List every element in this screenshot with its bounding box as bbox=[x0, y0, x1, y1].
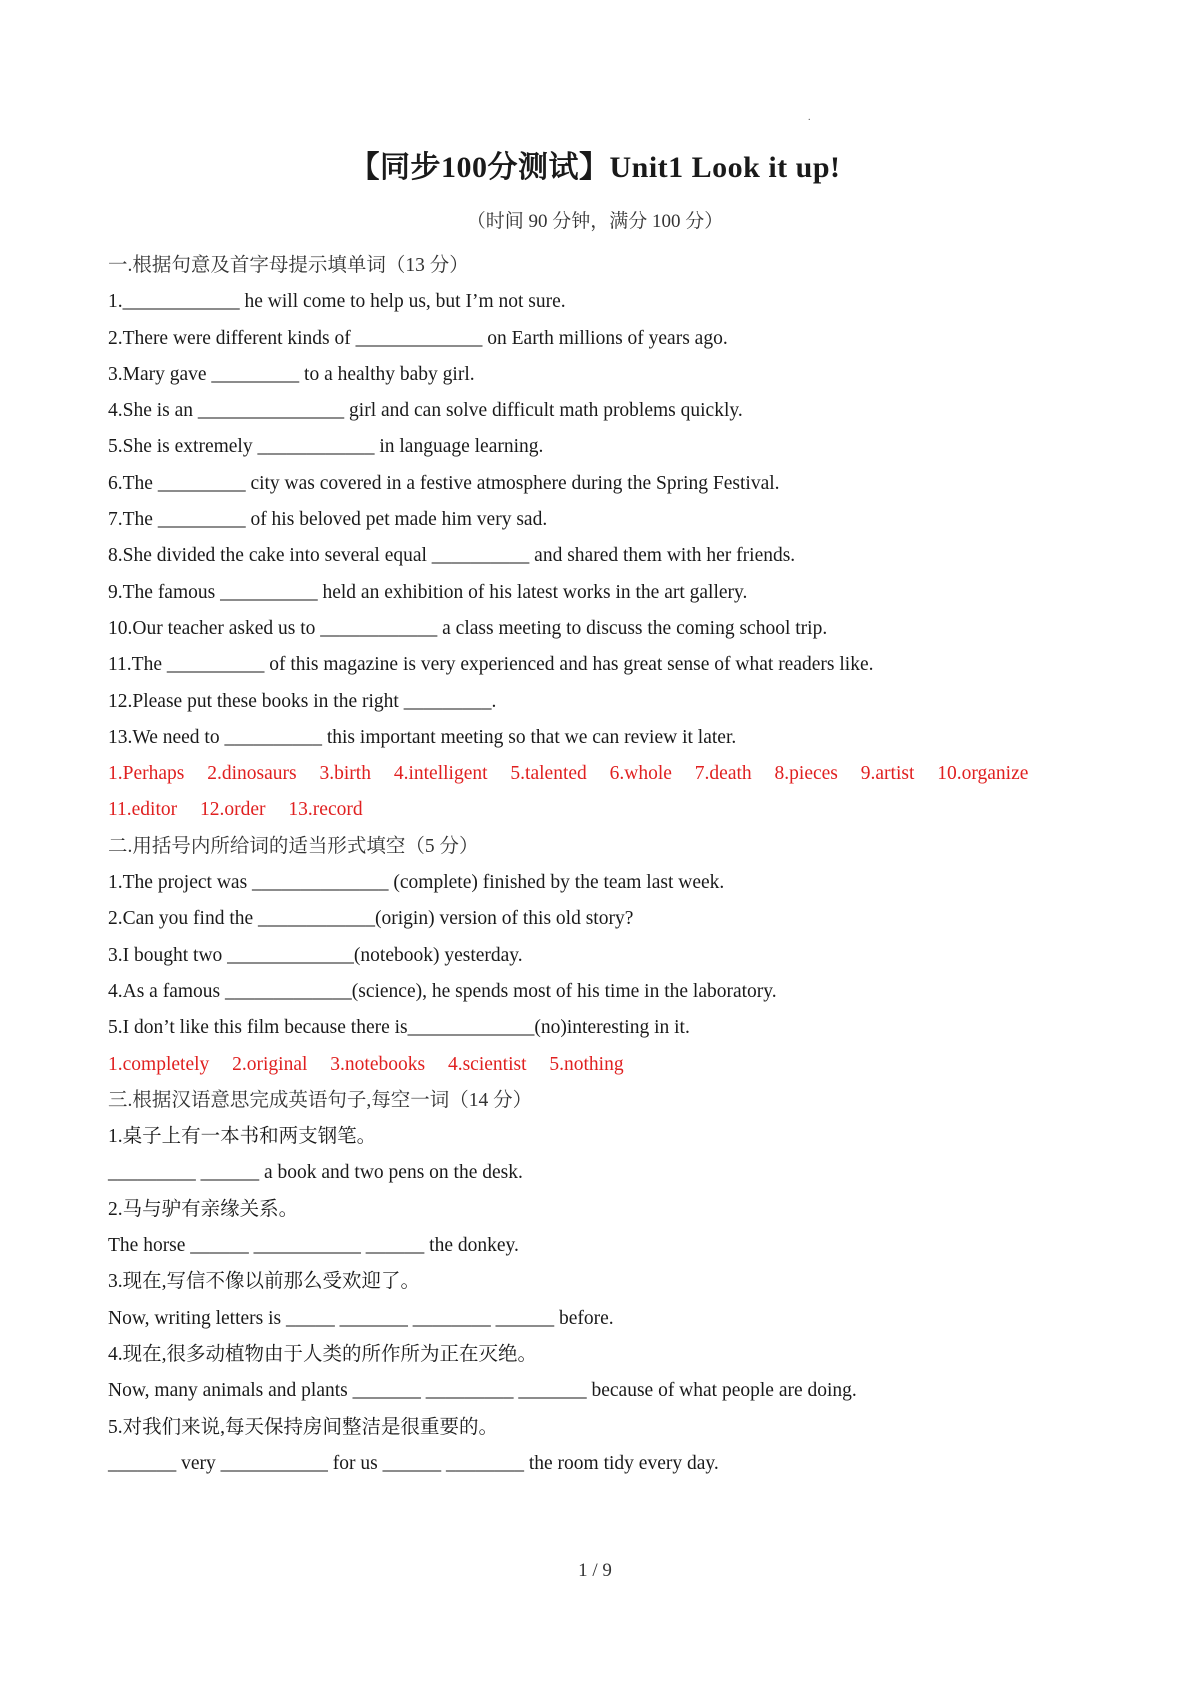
section3-chinese-prompt: 4.现在,很多动植物由于人类的所作所为正在灭绝。 bbox=[108, 1343, 538, 1365]
section1-question: 4.She is an _______________ girl and can solve difficult math problems quickly. bbox=[108, 400, 743, 422]
answer-key-item: 10.organize bbox=[937, 763, 1029, 785]
answer-key-item: 2.original bbox=[232, 1053, 308, 1075]
answer-key-item: 6.whole bbox=[609, 763, 672, 785]
section1-question: 8.She divided the cake into several equal __________ and shared them with her friends. bbox=[108, 545, 796, 567]
section1-question: 3.Mary gave _________ to a healthy baby girl. bbox=[108, 363, 475, 385]
section3-english-blank: Now, many animals and plants _______ _________ _______ because of what people are doing. bbox=[108, 1380, 857, 1402]
section1-question: 11.The __________ of this magazine is very experienced and has great sense of what readers like. bbox=[108, 654, 874, 676]
section3-english-blank: _______ very ___________ for us ______ ________ the room tidy every day. bbox=[108, 1452, 719, 1474]
section1-heading: 一.根据句意及首字母提示填单词（13 分） bbox=[108, 255, 469, 276]
section1-question: 13.We need to __________ this important meeting so that we can review it later. bbox=[108, 726, 737, 748]
section3-chinese-prompt: 5.对我们来说,每天保持房间整洁是很重要的。 bbox=[108, 1416, 499, 1438]
section2-answers-row bbox=[108, 1047, 1098, 1083]
section1-question: 12.Please put these books in the right _________. bbox=[108, 690, 497, 712]
answer-key-item: 4.scientist bbox=[447, 1053, 527, 1075]
section3-english-blank: Now, writing letters is _____ _______ ________ ______ before. bbox=[108, 1307, 614, 1329]
section1-question: 10.Our teacher asked us to ____________ a class meeting to discuss the coming school trip. bbox=[108, 617, 828, 639]
answer-key-item: 2.dinosaurs bbox=[207, 763, 297, 785]
section3-english-blank: _________ ______ a book and two pens on the desk. bbox=[108, 1162, 523, 1184]
page-title: 【同步100分测试】Unit1 Look it up! bbox=[349, 151, 841, 184]
section2-question: 4.As a famous _____________(science), he spends most of his time in the laboratory. bbox=[108, 980, 777, 1002]
answer-key-item: 1.completely bbox=[108, 1053, 210, 1075]
section3-chinese-prompt: 2.马与驴有亲缘关系。 bbox=[108, 1198, 299, 1220]
section1-question: 6.The _________ city was covered in a festive atmosphere during the Spring Festival. bbox=[108, 472, 780, 494]
section2-heading: 二.用括号内所给词的适当形式填空（5 分） bbox=[108, 835, 479, 857]
answer-key-item: 11.editor bbox=[108, 799, 178, 821]
answer-key-item: 4.intelligent bbox=[393, 763, 488, 785]
section2-question: 3.I bought two _____________(notebook) yesterday. bbox=[108, 944, 523, 966]
section2-question: 1.The project was ______________ (complete) finished by the team last week. bbox=[108, 872, 725, 894]
section3-english-blank: The horse ______ ___________ ______ the donkey. bbox=[108, 1235, 519, 1257]
answer-key-item: 12.order bbox=[200, 799, 266, 821]
section3-chinese-prompt: 3.现在,写信不像以前那么受欢迎了。 bbox=[108, 1271, 421, 1293]
answer-key-item: 5.talented bbox=[510, 763, 587, 785]
answer-key-item: 13.record bbox=[288, 799, 363, 821]
section1-question: 2.There were different kinds of _____________ on Earth millions of years ago. bbox=[108, 327, 728, 349]
answer-key-item: 8.pieces bbox=[774, 763, 838, 785]
section2-question: 2.Can you find the ____________(origin) version of this old story? bbox=[108, 908, 634, 930]
section1-question: 9.The famous __________ held an exhibition of his latest works in the art gallery. bbox=[108, 581, 748, 603]
section1-answers-row bbox=[108, 792, 1098, 828]
section1-question: 5.She is extremely ____________ in language learning. bbox=[108, 436, 544, 458]
section1-question: 7.The _________ of his beloved pet made him very sad. bbox=[108, 509, 548, 531]
answer-key-item: 1.Perhaps bbox=[108, 763, 185, 785]
answer-key-item: 3.birth bbox=[319, 763, 371, 785]
section3-chinese-prompt: 1.桌子上有一本书和两支钢笔。 bbox=[108, 1126, 377, 1148]
answer-key-item: 9.artist bbox=[860, 763, 915, 785]
section1-question: 1.____________ he will come to help us, but I’m not sure. bbox=[108, 291, 566, 313]
page-subtitle: （时间 90 分钟，满分 100 分） bbox=[466, 211, 724, 232]
section2-question: 5.I don’t like this film because there is_____________(no)interesting in it. bbox=[108, 1017, 690, 1039]
section3-heading: 三.根据汉语意思完成英语句子,每空一词（14 分） bbox=[108, 1089, 533, 1111]
page-number: 1 / 9 bbox=[578, 1560, 612, 1581]
answer-key-item: 5.nothing bbox=[549, 1053, 624, 1075]
section1-answers-row bbox=[108, 756, 1098, 792]
worksheet-content bbox=[108, 248, 1098, 1482]
answer-key-item: 7.death bbox=[694, 763, 752, 785]
answer-key-item: 3.notebooks bbox=[330, 1053, 426, 1075]
corner-mark: . bbox=[808, 112, 811, 123]
